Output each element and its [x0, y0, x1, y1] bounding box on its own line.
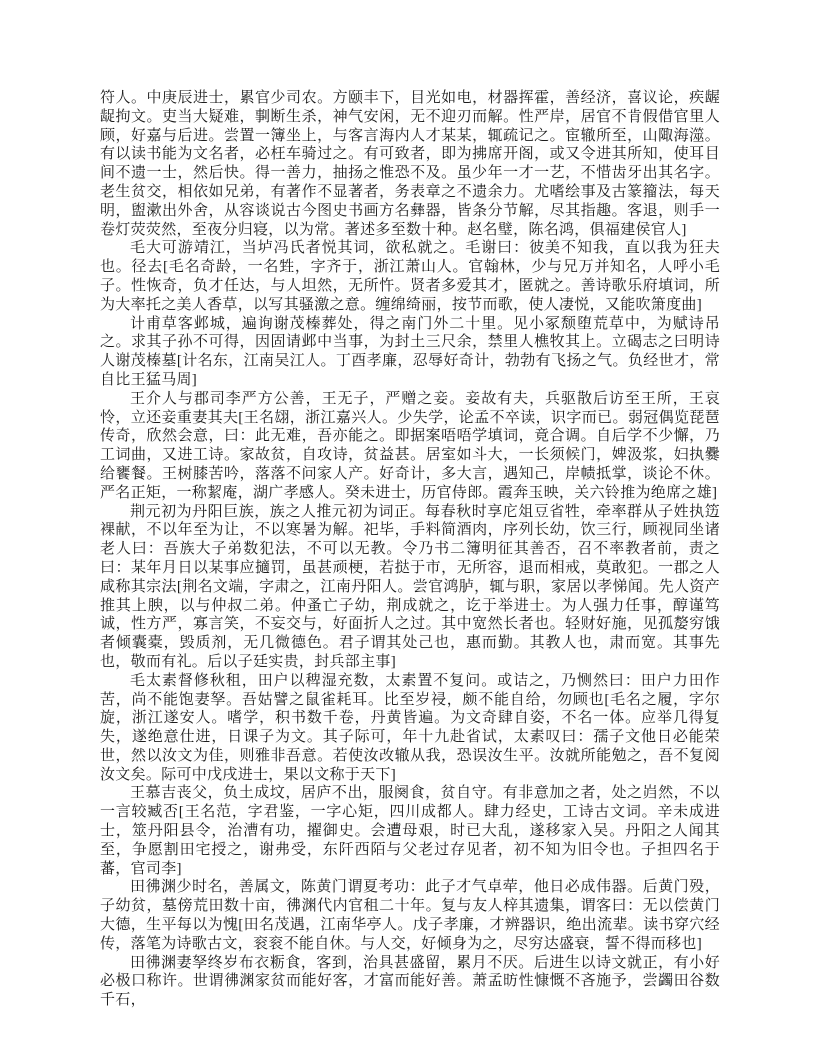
- paragraph: 荆元初为丹阳巨族，族之人推元初为词正。每春秋时享庀俎豆省牲，牵率群从子姓执笾裸献，不以年至为让，不以寒暑为解。祀毕，手料简酒肉，序列长幼，饮三行，顾视同坐诸老人曰：吾族大子弟数犯法，不可以无教。令乃书二簿明征其善否，召不率教者前，责之曰：某年月日以某事应擿罚，虽甚顽梗，若挞于市，无所容，退而相戒，莫敢犯。一郡之人咸称其宗法[荆名文端，字肃之，江南丹阳人。尝官鸿胪，辄与职，家居以孝悌闻。先人资产推其上腴，以与仲叔二弟。仲蚤亡子幼，荆成就之，讫于举进士。为人强力任事，醇谨笃诚，性方严，寡言笑，不妄交与，好面折人之过。其中宽然长者也。轻财好施，见孤嫠穷饿者倾囊橐，毁质剂，无几微德色。君子谓其处己也，惠而勤。其教人也，肃而宽。其事先也，敬而有礼。后以子廷实贵，封兵部主事]: [100, 503, 720, 670]
- paragraph: 王介人与郡司李严方公善，王无子，严赠之妾。妾故有夫，兵驱散后访至王所，王哀怜，立还妾重妻其夫[王名翃，浙江嘉兴人。少失学，论孟不卒读，识字而已。弱冠偶览琵琶传奇，欣然会意，曰：此无难，吾亦能之。即据案唔唔学填词，竟合调。自后学不少懈，乃工词曲，又进工诗。家故贫，自攻诗，贫益甚。居室如斗大，一长须候门，婢汲浆，妇执爨给饔餐。王树膝苦吟，落落不问家人产。好奇计，多大言，遇知己，岸帻抵掌，谈论不休。严名正矩，一称絜庵，湖广孝感人。癸未进士，历官侍郎。霞奔玉映，关六铃推为绝席之雄]: [100, 390, 720, 501]
- text-block: [100, 89, 720, 1010]
- paragraph: 田彿渊妻孥终岁布衣粝食，客到，治具甚盛留，累月不厌。后进生以诗文就正，有小好必极口称许。世谓彿渊家贫而能好客，才富而能好善。萧孟昉性慷慨不吝施予，尝蠲田谷数千石，: [100, 954, 720, 1009]
- paragraph: 田彿渊少时名，善属文，陈黄门谓夏考功：此子才气卓荦，他日必成伟器。后黄门殁，子幼贫，墓傍荒田数十亩，彿渊代内官租二十年。复与友人梓其遗集，谓客曰：无以偿黄门大德，生平每以为愧[田名茂遇，江南华亭人。戊子孝廉，才辨器识，绝出流辈。读书穿穴经传，落笔为诗歌古文，衮衮不能自休。与人交，好倾身为之，尽穷达盛衰，誓不得而移也]: [100, 879, 720, 952]
- paragraph: 计甫草客邺城，遍询谢茂榛葬处，得之南门外二十里。见小冢颓堕荒草中，为赋诗吊之。求其子孙不可得，因固请邺中当事，为封土三尺余，禁里人樵牧其上。立碣志之曰明诗人谢茂榛墓[计名东，江南吴江人。丁酉孝廉，忍辱好奇计，勃勃有飞扬之气。负经世才，常自比王猛马周]: [100, 315, 720, 388]
- paragraph: 毛太素督修秋租，田户以稗湿充数，太素置不复问。或诘之，乃恻然曰：田户力田作苦，尚不能饱妻孥。吾姑譬之鼠雀耗耳。比至岁祲，颇不能自给，勿顾也[毛名之履，字尔旋，浙江遂安人。嗜学，积书数千卷，丹黄皆遍。为文奇肆自姿，不名一体。应举几得复失，遂绝意仕进，日课子为文。其子际可，年十九赴省试，太素叹曰：孺子文他日必能荣世，然以汝文为佳，则雅非吾意。若使汝改辙从我，恐误汝生平。汝就所能勉之，吾不复阅汝文矣。际可中戊戌进士，果以文称于天下]: [100, 672, 720, 783]
- paragraph: 符人。中庚辰进士，累官少司农。方颐丰下，目光如电，材器挥霍，善经济，喜议论，疾龌龊拘文。吏当大疑难，剚断生杀，神气安闲，无不迎刃而解。性严岸，居官不肯假借官里人顾，好嘉与后进。尝置一簿坐上，与客言海内人才某某，辄疏记之。宦辙所至，山陬海澨。有以读书能为文名者，必枉车骑过之。有可致者，即为拂席开阁，或又令进其所知，使耳目间不遗一士，然后快。得一善力，抽扬之惟恐不及。虽少年一才一艺，不惜齿牙出其名字。老生贫交，相依如兄弟，有著作不显著者，务表章之不遗余力。尤嗜绘事及古篆籀法，每天明，盥漱出外舍，从容谈说古今图史书画方名彝器，皆条分节解，尽其指趣。客退，则手一卷灯荧荧然，至夜分归寝，以为常。著述多至数十种。赵名璧，陈名鸿，俱福建侯官人]: [100, 90, 720, 238]
- paragraph: 毛大可游靖江，当垆冯氏者悦其词，欲私就之。毛谢曰：彼美不知我，直以我为狂夫也。径去[毛名奇龄，一名甡，字齐于，浙江萧山人。官翰林，少与兄万并知名，人呼小毛子。性恢奇，负才任达，与人坦然，无所忤。贤者多爱其才，匿就之。善诗歌乐府填词，所为大率托之美人香草，以写其骚激之意。缠绵绮丽，按节而歌，使人凄悦，又能吹箫度曲]: [100, 240, 720, 313]
- paragraph: 王慕吉丧父，负土成坟，居庐不出，服阕食，贫自守。有非意加之者，处之岿然，不以一言较臧否[王名范，字君鉴，一字心矩，四川成都人。肆力经史，工诗古文词。辛未成进士，筮丹阳县令，治漕有功，擢御史。会遭母艰，时已大乱，遂移家入吴。丹阳之人闻其至，争愿割田宅授之，谢弗受，东阡西陌与父老过存见者，初不知为旧令也。子担四名于蕃，官司李]: [100, 785, 720, 877]
